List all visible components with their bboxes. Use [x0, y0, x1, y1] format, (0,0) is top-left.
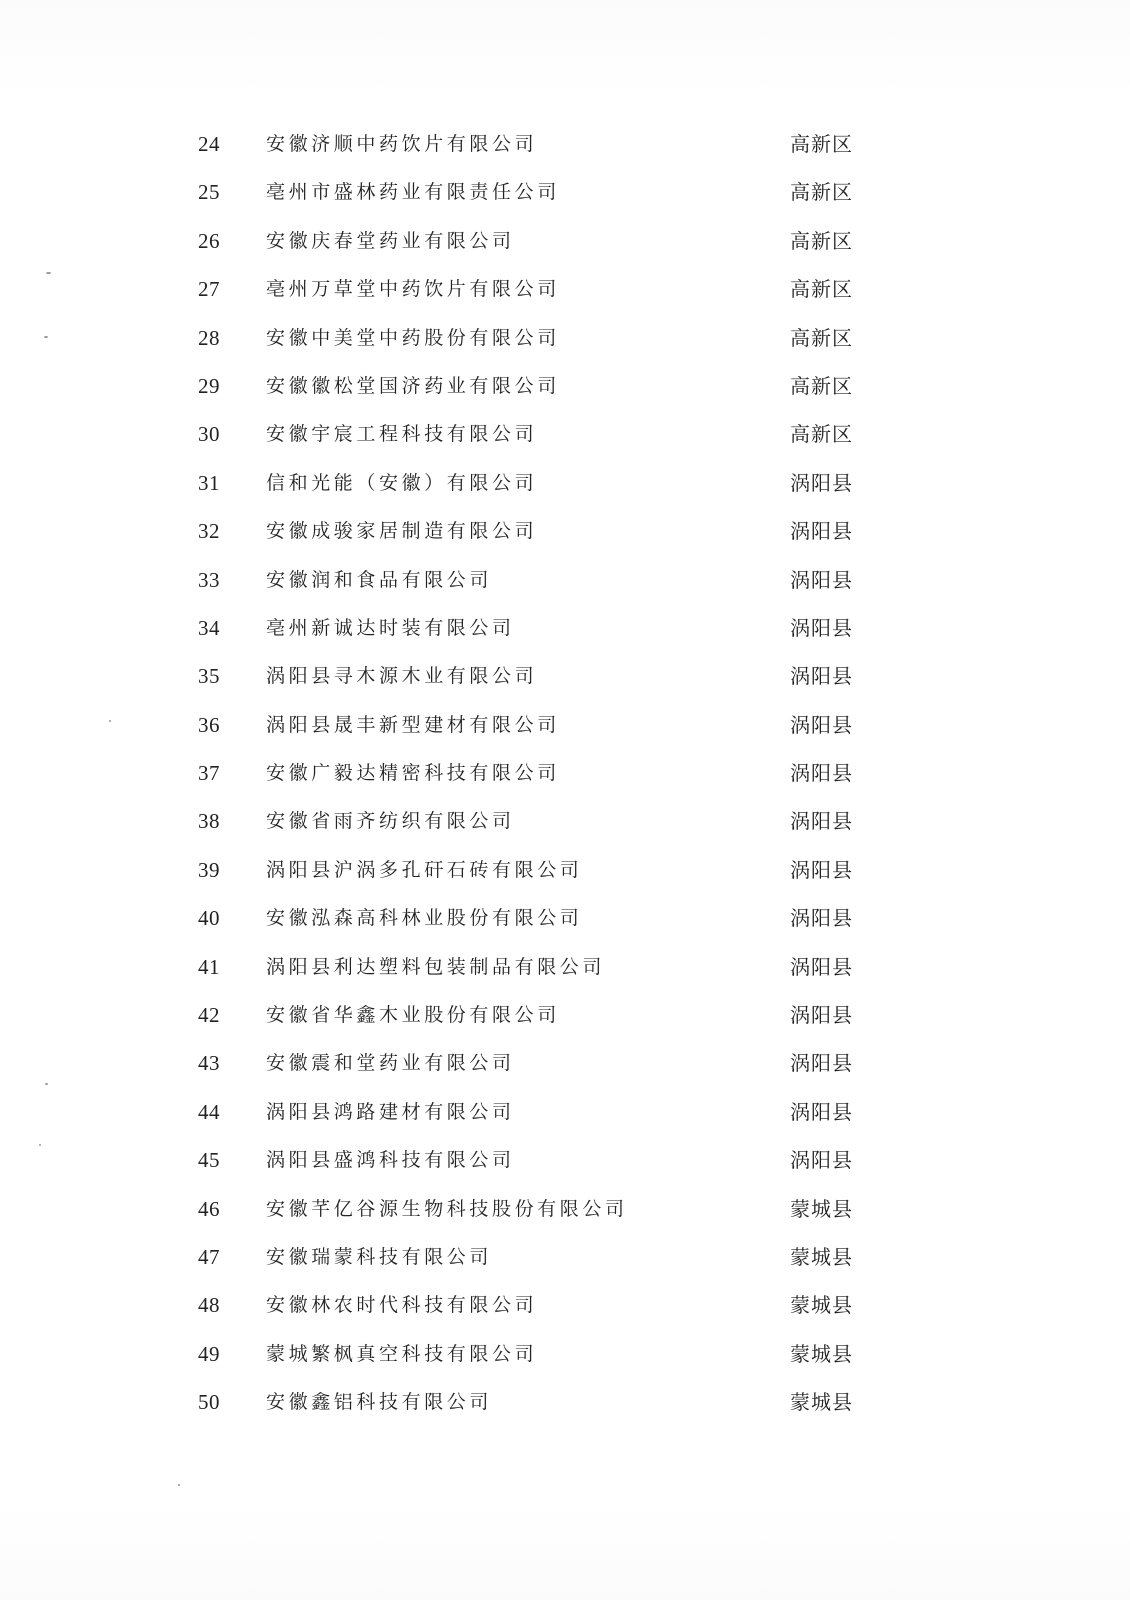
company-name: 涡阳县沪涡多孔矸石砖有限公司 [266, 858, 583, 881]
region-name: 涡阳县 [790, 519, 853, 544]
region-name: 高新区 [790, 277, 853, 302]
company-name: 安徽芊亿谷源生物科技股份有限公司 [266, 1197, 628, 1220]
list-item [0, 173, 1130, 221]
list-item [0, 125, 1130, 173]
company-name: 安徽成骏家居制造有限公司 [266, 520, 538, 543]
company-name: 安徽林农时代科技有限公司 [266, 1294, 538, 1317]
company-name: 安徽中美堂中药股份有限公司 [266, 326, 560, 349]
region-name: 涡阳县 [790, 906, 853, 931]
scan-speck [39, 1144, 41, 1146]
region-name: 高新区 [790, 180, 853, 205]
region-name: 涡阳县 [790, 664, 853, 689]
list-item [0, 754, 1130, 802]
region-name: 涡阳县 [790, 809, 853, 834]
company-name: 安徽省雨齐纺织有限公司 [266, 810, 515, 833]
list-item [0, 415, 1130, 463]
list-item [0, 1093, 1130, 1141]
row-number: 42 [198, 1003, 220, 1028]
row-number: 39 [198, 857, 220, 882]
list-item [0, 948, 1130, 996]
row-number: 44 [198, 1099, 220, 1124]
list-item [0, 1238, 1130, 1286]
region-name: 蒙城县 [790, 1341, 853, 1366]
row-number: 46 [198, 1196, 220, 1221]
scan-speck [178, 1484, 180, 1486]
company-name: 安徽徽松堂国济药业有限公司 [266, 374, 560, 397]
row-number: 49 [198, 1341, 220, 1366]
company-name: 安徽庆春堂药业有限公司 [266, 229, 515, 252]
list-item [0, 464, 1130, 512]
row-number: 45 [198, 1148, 220, 1173]
list-item [0, 1286, 1130, 1334]
region-name: 涡阳县 [790, 761, 853, 786]
region-name: 涡阳县 [790, 567, 853, 592]
company-name: 安徽震和堂药业有限公司 [266, 1052, 515, 1075]
row-number: 34 [198, 615, 220, 640]
company-name: 涡阳县晟丰新型建材有限公司 [266, 713, 560, 736]
row-number: 37 [198, 761, 220, 786]
row-number: 33 [198, 567, 220, 592]
company-list [0, 125, 1130, 1432]
row-number: 41 [198, 954, 220, 979]
region-name: 蒙城县 [790, 1293, 853, 1318]
list-item [0, 367, 1130, 415]
region-name: 高新区 [790, 373, 853, 398]
region-name: 高新区 [790, 422, 853, 447]
company-name: 安徽省华鑫木业股份有限公司 [266, 1004, 560, 1027]
row-number: 35 [198, 664, 220, 689]
row-number: 38 [198, 809, 220, 834]
company-name: 涡阳县寻木源木业有限公司 [266, 665, 538, 688]
region-name: 涡阳县 [790, 857, 853, 882]
row-number: 31 [198, 470, 220, 495]
row-number: 36 [198, 712, 220, 737]
list-item [0, 561, 1130, 609]
row-number: 40 [198, 906, 220, 931]
list-item [0, 657, 1130, 705]
region-name: 蒙城县 [790, 1244, 853, 1269]
company-name: 安徽广毅达精密科技有限公司 [266, 762, 560, 785]
region-name: 高新区 [790, 325, 853, 350]
region-name: 涡阳县 [790, 1099, 853, 1124]
row-number: 47 [198, 1244, 220, 1269]
row-number: 32 [198, 519, 220, 544]
region-name: 高新区 [790, 228, 853, 253]
region-name: 蒙城县 [790, 1196, 853, 1221]
list-item [0, 802, 1130, 850]
row-number: 48 [198, 1293, 220, 1318]
region-name: 涡阳县 [790, 1148, 853, 1173]
company-name: 亳州万草堂中药饮片有限公司 [266, 278, 560, 301]
region-name: 涡阳县 [790, 615, 853, 640]
list-item [0, 706, 1130, 754]
row-number: 24 [198, 132, 220, 156]
company-name: 涡阳县利达塑料包装制品有限公司 [266, 955, 606, 978]
list-item [0, 1335, 1130, 1383]
list-item [0, 1190, 1130, 1238]
company-name: 安徽宇宸工程科技有限公司 [266, 423, 538, 446]
list-item [0, 899, 1130, 947]
row-number: 43 [198, 1051, 220, 1076]
company-name: 蒙城繁枫真空科技有限公司 [266, 1342, 538, 1365]
row-number: 25 [198, 180, 220, 205]
list-item [0, 1044, 1130, 1092]
scan-speck [45, 1083, 48, 1085]
region-name: 蒙城县 [790, 1390, 853, 1415]
list-item [0, 996, 1130, 1044]
row-number: 26 [198, 228, 220, 253]
list-item [0, 609, 1130, 657]
list-item [0, 1383, 1130, 1431]
scan-speck [109, 720, 111, 722]
row-number: 29 [198, 373, 220, 398]
scan-speck [46, 272, 51, 274]
list-item [0, 512, 1130, 560]
list-item [0, 1141, 1130, 1189]
region-name: 涡阳县 [790, 712, 853, 737]
company-name: 信和光能（安徽）有限公司 [266, 471, 538, 494]
company-name: 安徽鑫铝科技有限公司 [266, 1391, 493, 1414]
region-name: 高新区 [790, 132, 853, 156]
region-name: 涡阳县 [790, 1003, 853, 1028]
list-item [0, 851, 1130, 899]
row-number: 50 [198, 1390, 220, 1415]
company-name: 亳州市盛林药业有限责任公司 [266, 181, 560, 204]
company-name: 安徽济顺中药饮片有限公司 [266, 133, 538, 155]
company-name: 安徽瑞蒙科技有限公司 [266, 1245, 493, 1268]
company-name: 涡阳县盛鸿科技有限公司 [266, 1149, 515, 1172]
row-number: 27 [198, 277, 220, 302]
region-name: 涡阳县 [790, 470, 853, 495]
scan-speck [44, 336, 48, 338]
company-name: 安徽泓森高科林业股份有限公司 [266, 907, 583, 930]
list-item [0, 319, 1130, 367]
row-number: 30 [198, 422, 220, 447]
list-item [0, 222, 1130, 270]
company-name: 亳州新诚达时装有限公司 [266, 616, 515, 639]
region-name: 涡阳县 [790, 1051, 853, 1076]
list-item [0, 270, 1130, 318]
region-name: 涡阳县 [790, 954, 853, 979]
company-name: 安徽润和食品有限公司 [266, 568, 493, 591]
row-number: 28 [198, 325, 220, 350]
company-name: 涡阳县鸿路建材有限公司 [266, 1100, 515, 1123]
